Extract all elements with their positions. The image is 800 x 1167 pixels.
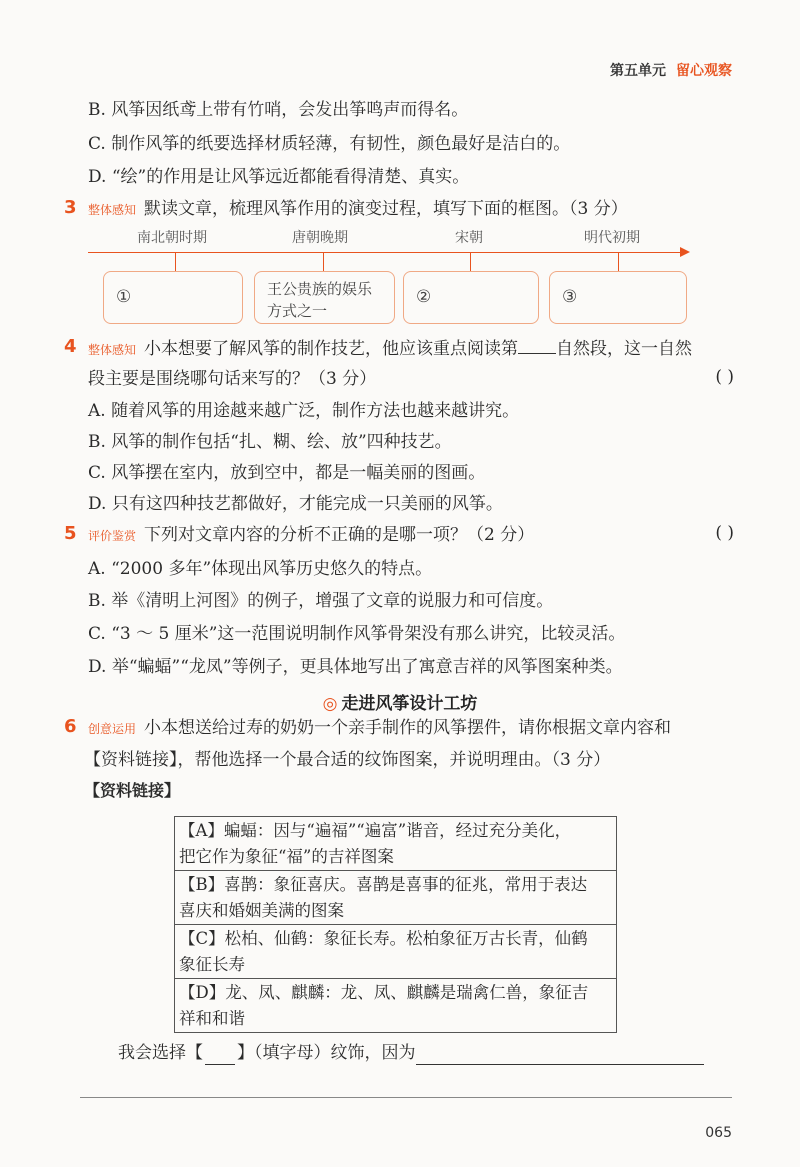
cell-line: 【C】松柏、仙鹤：象征长寿。松柏象征万古长青，仙鹤 xyxy=(179,929,588,948)
q6-line2: 【资料链接】，帮他选择一个最合适的纹饰图案，并说明理由。（3 分） xyxy=(84,750,611,770)
q4-option-d: D. 只有这四种技艺都做好，才能完成一只美丽的风筝。 xyxy=(88,494,503,514)
q4-option-c: C. 风筝摆在室内，放到空中，都是一幅美丽的图画。 xyxy=(88,463,486,483)
q4-option-b: B. 风筝的制作包括“扎、糊、绘、放”四种技艺。 xyxy=(88,432,452,452)
q6-reason-blank[interactable] xyxy=(416,1045,704,1065)
table-row xyxy=(175,979,617,1033)
q2-option-d: D. “绘”的作用是让风筝远近都能看得清楚、真实。 xyxy=(88,167,470,187)
q3-text: 默读文章，梳理风筝作用的演变过程，填写下面的框图。（3 分） xyxy=(144,199,628,219)
table-cell xyxy=(175,979,617,1033)
page-number: 065 xyxy=(705,1125,732,1141)
q4-blank[interactable] xyxy=(518,336,556,354)
timeline-box-label: ③ xyxy=(562,287,578,307)
timeline-tick xyxy=(470,252,471,272)
timeline-period: 明代初期 xyxy=(584,230,640,246)
timeline-answer-box-3[interactable] xyxy=(549,271,687,324)
timeline-axis xyxy=(88,252,683,253)
q6-answer-b: 】（填字母）纹饰，因为 xyxy=(237,1043,416,1063)
resource-table xyxy=(174,816,617,1033)
q5-tag: 评价鉴赏 xyxy=(88,529,137,543)
table-row xyxy=(175,817,617,871)
q4-prompt xyxy=(88,336,692,362)
q5-answer-paren[interactable]: ( ) xyxy=(715,523,734,543)
resource-link-title: 【资料链接】 xyxy=(84,781,181,800)
answer-rule-line[interactable] xyxy=(80,1097,732,1098)
section-title-text: 走进风筝设计工坊 xyxy=(341,694,478,714)
timeline-tick xyxy=(175,252,176,272)
timeline-box-label: ① xyxy=(116,287,132,307)
timeline-period: 唐朝晚期 xyxy=(292,230,348,246)
timeline-answer-box-2[interactable] xyxy=(403,271,539,324)
timeline-tick xyxy=(618,252,619,272)
unit-label: 第五单元 xyxy=(610,63,666,79)
q2-option-b: B. 风筝因纸鸢上带有竹哨，会发出筝鸣声而得名。 xyxy=(88,100,469,120)
q2-option-c: C. 制作风筝的纸要选择材质轻薄，有韧性，颜色最好是洁白的。 xyxy=(88,134,571,154)
q4-answer-paren[interactable]: ( ) xyxy=(715,367,734,387)
cell-line: 把它作为象征“福”的吉祥图案 xyxy=(179,847,394,866)
cell-line: 【B】喜鹊：象征喜庆。喜鹊是喜事的征兆，常用于表达 xyxy=(179,875,588,894)
timeline-arrow-icon xyxy=(680,247,690,257)
q6-answer-a: 我会选择【 xyxy=(118,1043,203,1063)
cell-line: 象征长寿 xyxy=(179,955,245,974)
q4-text-b: 自然段，这一自然 xyxy=(556,339,693,359)
timeline-period: 宋朝 xyxy=(455,230,483,246)
q4-tag: 整体感知 xyxy=(88,343,137,357)
table-row xyxy=(175,871,617,925)
section-mark-icon: ◎ xyxy=(322,694,338,714)
cell-line: 【A】蝙蝠：因与“遍福”“遍富”谐音，经过充分美化， xyxy=(179,821,572,840)
cell-line: 祥和和谐 xyxy=(179,1009,245,1028)
cell-line: 【D】龙、凤、麒麟：龙、凤、麒麟是瑞禽仁兽，象征吉 xyxy=(179,983,589,1002)
q5-prompt xyxy=(88,523,534,548)
q5-option-b: B. 举《清明上河图》的例子，增强了文章的说服力和可信度。 xyxy=(88,591,554,611)
q6-tag: 创意运用 xyxy=(88,722,137,736)
timeline-box-text: 王公贵族的娱乐方式之一 xyxy=(267,280,373,320)
unit-theme: 留心观察 xyxy=(676,63,732,79)
q4-text-c: 段主要是围绕哪句话来写的？（3 分） xyxy=(88,369,377,389)
q6-letter-blank[interactable] xyxy=(205,1047,235,1065)
q4-text-a: 小本想要了解风筝的制作技艺，他应该重点阅读第 xyxy=(144,339,519,359)
table-cell xyxy=(175,871,617,925)
q5-option-c: C. “3 ～ 5 厘米”这一范围说明制作风筝骨架没有那么讲究，比较灵活。 xyxy=(88,624,626,644)
timeline-period: 南北朝时期 xyxy=(137,230,207,246)
q5-number: 5 xyxy=(64,523,77,544)
timeline-tick xyxy=(323,252,324,272)
q5-option-a: A. “2000 多年”体现出风筝历史悠久的特点。 xyxy=(88,559,433,579)
table-row xyxy=(175,925,617,979)
timeline-box-label: ② xyxy=(416,287,432,307)
q6-prompt xyxy=(88,716,671,741)
q6-number: 6 xyxy=(64,716,77,737)
q5-text: 下列对文章内容的分析不正确的是哪一项？（2 分） xyxy=(144,525,535,545)
q4-option-a: A. 随着风筝的用途越来越广泛，制作方法也越来越讲究。 xyxy=(88,401,520,421)
table-cell xyxy=(175,817,617,871)
section-title xyxy=(0,689,800,714)
page-header xyxy=(610,60,732,80)
timeline-answer-box-1[interactable] xyxy=(103,271,243,324)
q3-tag: 整体感知 xyxy=(88,203,137,217)
q3-number: 3 xyxy=(64,197,77,218)
q6-line1: 小本想送给过寿的奶奶一个亲手制作的风筝摆件，请你根据文章内容和 xyxy=(144,718,672,738)
q4-number: 4 xyxy=(64,336,77,357)
timeline-box-given xyxy=(254,271,395,324)
cell-line: 喜庆和婚姻美满的图案 xyxy=(179,901,344,920)
q5-option-d: D. 举“蝙蝠”“龙凤”等例子，更具体地写出了寓意吉祥的风筝图案种类。 xyxy=(88,657,623,677)
q3-prompt xyxy=(88,197,628,222)
table-cell xyxy=(175,925,617,979)
q6-answer-line xyxy=(118,1041,704,1065)
